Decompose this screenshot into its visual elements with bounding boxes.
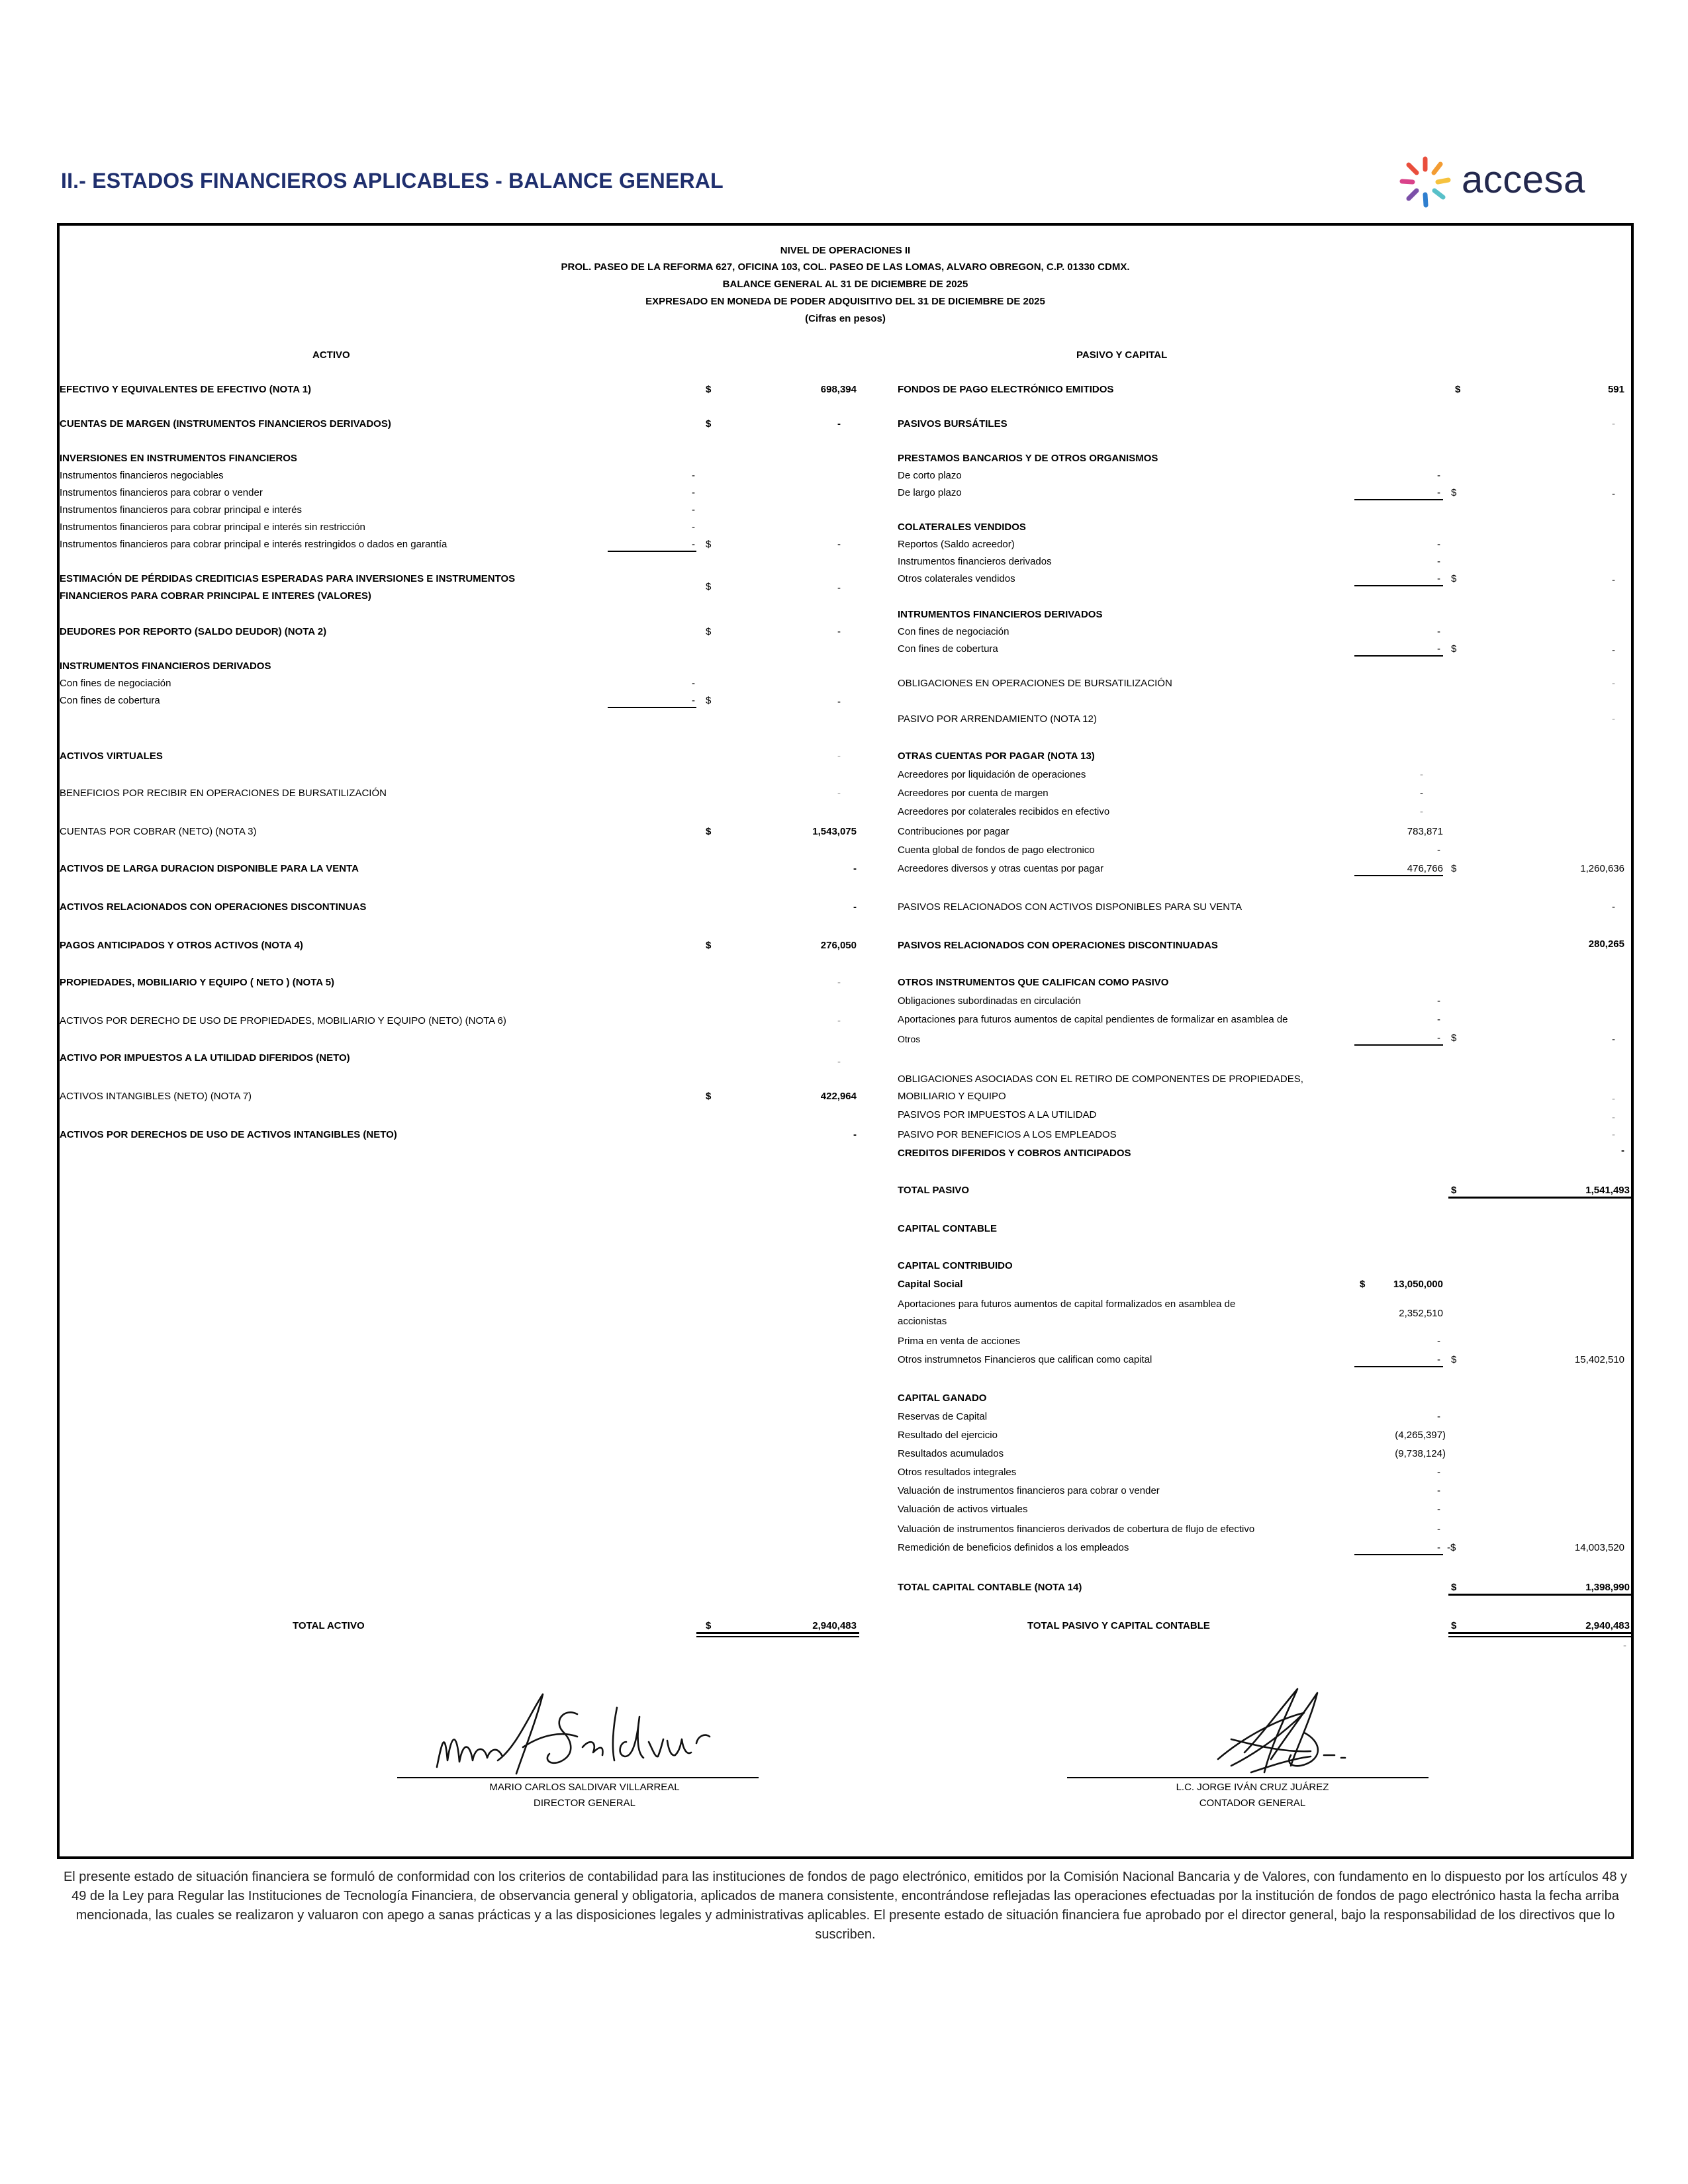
- pasivo-otras-cuentas-item: Acreedores por cuenta de margen: [898, 788, 1049, 799]
- ganado-item: Resultado del ejercicio: [898, 1430, 998, 1441]
- aportaciones-value: 2,352,510: [1399, 1308, 1443, 1319]
- activo-cxc-label: CUENTAS POR COBRAR (NETO) (NOTA 3): [60, 826, 257, 837]
- activo-deudores-value: -: [837, 626, 841, 637]
- pasivo-colaterales-item-value: -: [1437, 539, 1440, 550]
- activo-inversiones-item: Instrumentos financieros para cobrar o vender: [60, 487, 263, 498]
- pasivo-creditos-label: CREDITOS DIFERIDOS Y COBROS ANTICIPADOS: [898, 1148, 1131, 1159]
- activo-inversiones-item: Instrumentos financieros para cobrar principal e interés sin restricción: [60, 522, 365, 533]
- ganado-item: Valuación de activos virtuales: [898, 1504, 1028, 1515]
- logo: [1397, 154, 1615, 213]
- pasivo-oblig-burs-value: -: [1612, 678, 1615, 689]
- capital-contable-label: CAPITAL CONTABLE: [898, 1223, 997, 1234]
- trailing-dash: -: [1623, 1640, 1626, 1651]
- activo-deudores-cur: $: [706, 626, 712, 637]
- activo-virtuales-label: ACTIVOS VIRTUALES: [60, 751, 163, 762]
- pasivo-otras-cuentas-label: OTRAS CUENTAS POR PAGAR (NOTA 13): [898, 751, 1095, 762]
- pasivo-colaterales-total: -: [1612, 574, 1615, 586]
- total-pasivo-capital-label: TOTAL PASIVO Y CAPITAL CONTABLE: [1027, 1620, 1210, 1631]
- header-line-3: BALANCE GENERAL AL 31 DE DICIEMBRE DE 2025: [722, 279, 968, 290]
- pasivo-fondos-value: 591: [1607, 384, 1624, 395]
- capital-contribuido-label: CAPITAL CONTRIBUIDO: [898, 1260, 1013, 1271]
- activo-derechos-intangibles-value: -: [853, 1129, 857, 1140]
- activo-estimacion-value: -: [837, 582, 841, 594]
- total-pasivo-cur: $: [1451, 1185, 1457, 1196]
- pasivo-derivados-label: INTRUMENTOS FINANCIEROS DERIVADOS: [898, 609, 1103, 620]
- pasivo-otros-instr-item-value: -: [1437, 995, 1440, 1007]
- activo-margen-value: -: [837, 418, 841, 430]
- total-capital-cur: $: [1451, 1582, 1457, 1593]
- ganado-item: Reservas de Capital: [898, 1411, 988, 1422]
- total-activo-underline-2: [696, 1636, 859, 1637]
- pasivo-fondos-cur: $: [1455, 384, 1461, 395]
- activo-margen-cur: $: [706, 418, 712, 430]
- pasivo-otras-cuentas-item-value: 783,871: [1407, 826, 1443, 837]
- pasivo-otras-cuentas-item: Acreedores por colaterales recibidos en efectivo: [898, 806, 1110, 817]
- pasivo-beneficios-label: PASIVO POR BENEFICIOS A LOS EMPLEADOS: [898, 1129, 1117, 1140]
- total-pasivo-capital-value: 2,940,483: [1585, 1620, 1630, 1631]
- pasivo-derivados-total: -: [1612, 645, 1615, 656]
- pasivo-bursatiles-value: -: [1612, 418, 1615, 430]
- ganado-item-value: -: [1437, 1542, 1440, 1553]
- pasivo-derivados-item: Con fines de negociación: [898, 626, 1009, 637]
- ganado-item-value: -: [1437, 1504, 1440, 1515]
- header-line-4: EXPRESADO EN MONEDA DE PODER ADQUISITIVO DEL 31 DE DICIEMBRE DE 2025: [645, 296, 1045, 307]
- activo-cxc-value: 1,543,075: [812, 826, 857, 837]
- pasivo-otras-cuentas-item: Cuenta global de fondos de pago electronico: [898, 844, 1095, 856]
- pasivo-otros-instr-item-value: -: [1437, 1014, 1440, 1025]
- activo-margen-label: CUENTAS DE MARGEN (INSTRUMENTOS FINANCIEROS DERIVADOS): [60, 418, 391, 430]
- pasivo-prestamos-item: De largo plazo: [898, 487, 962, 498]
- pasivo-prestamos-total: -: [1612, 488, 1615, 500]
- header-line-2: PROL. PASEO DE LA REFORMA 627, OFICINA 103, COL. PASEO DE LAS LOMAS, ALVARO OBREGON, C.P. 01330 CDMX.: [561, 261, 1130, 273]
- activo-pagos-label: PAGOS ANTICIPADOS Y OTROS ACTIVOS (NOTA 4): [60, 940, 303, 951]
- pasivo-disponibles-value: -: [1612, 901, 1615, 913]
- activo-inversiones-item-value: -: [692, 487, 695, 498]
- ganado-item-value: -: [1437, 1485, 1440, 1496]
- activo-cxc-cur: $: [706, 826, 712, 837]
- aportaciones-label-1: Aportaciones para futuros aumentos de capital formalizados en asamblea de: [898, 1298, 1236, 1310]
- activo-inversiones-item-value: -: [692, 539, 695, 550]
- activo-beneficios-label: BENEFICIOS POR RECIBIR EN OPERACIONES DE BURSATILIZACIÓN: [60, 788, 387, 799]
- activo-derivados-item-value: -: [692, 695, 695, 706]
- activo-propiedades-value: -: [837, 977, 841, 988]
- activo-inversiones-item: Instrumentos financieros para cobrar principal e interés: [60, 504, 303, 516]
- ganado-item-value: -: [1437, 1467, 1440, 1478]
- pasivo-otros-instr-label: OTROS INSTRUMENTOS QUE CALIFICAN COMO PASIVO: [898, 977, 1169, 988]
- activo-virtuales-value: -: [837, 751, 841, 762]
- pasivo-retiro-value: -: [1612, 1093, 1615, 1105]
- total-capital-value: 1,398,990: [1585, 1582, 1630, 1593]
- pasivo-colaterales-item-value: -: [1437, 556, 1440, 567]
- activo-inversiones-label: INVERSIONES EN INSTRUMENTOS FINANCIEROS: [60, 453, 297, 464]
- activo-inversiones-total: -: [837, 539, 841, 550]
- activo-inversiones-cur: $: [706, 539, 712, 550]
- pasivo-disponibles-label: PASIVOS RELACIONADOS CON ACTIVOS DISPONIBLES PARA SU VENTA: [898, 901, 1243, 913]
- contribuido-underline: [1354, 1366, 1443, 1367]
- pasivo-otras-cuentas-item-value: -: [1437, 844, 1440, 856]
- activo-intangibles-label: ACTIVOS INTANGIBLES (NETO) (NOTA 7): [60, 1091, 252, 1102]
- pasivo-beneficios-value: -: [1612, 1129, 1615, 1140]
- activo-estimacion-label-1: ESTIMACIÓN DE PÉRDIDAS CREDITICIAS ESPERADAS PARA INVERSIONES E INSTRUMENTOS: [60, 573, 516, 584]
- total-pasivo-value: 1,541,493: [1585, 1185, 1630, 1196]
- activo-derivados-item: Con fines de negociación: [60, 678, 171, 689]
- activo-discontinuas-label: ACTIVOS RELACIONADOS CON OPERACIONES DISCONTINUAS: [60, 901, 367, 913]
- pasivo-arrendamiento-label: PASIVO POR ARRENDAMIENTO (NOTA 12): [898, 713, 1097, 725]
- activo-efectivo-cur: $: [706, 384, 712, 395]
- pasivo-prestamos-cur: $: [1451, 487, 1457, 498]
- pasivo-prestamos-underline: [1354, 499, 1443, 500]
- pasivo-retiro-label-2: MOBILIARIO Y EQUIPO: [898, 1091, 1006, 1102]
- activo-inversiones-item-value: -: [692, 504, 695, 516]
- total-pasivo-capital-cur: $: [1451, 1620, 1457, 1631]
- activo-inversiones-item-value: -: [692, 470, 695, 481]
- pasivo-colaterales-underline: [1354, 585, 1443, 586]
- pasivo-prestamos-label: PRESTAMOS BANCARIOS Y DE OTROS ORGANISMOS: [898, 453, 1158, 464]
- pasivo-arrendamiento-value: -: [1612, 713, 1615, 725]
- capital-ganado-label: CAPITAL GANADO: [898, 1392, 987, 1404]
- ganado-item-value: (4,265,397): [1395, 1430, 1446, 1441]
- signature-right-role: CONTADOR GENERAL: [1199, 1797, 1306, 1809]
- activo-heading: ACTIVO: [312, 349, 350, 361]
- ganado-total: 14,003,520: [1574, 1542, 1624, 1553]
- pasivo-otras-cuentas-item-value: 476,766: [1407, 863, 1443, 874]
- activo-derivados-item: Con fines de cobertura: [60, 695, 160, 706]
- activo-propiedades-label: PROPIEDADES, MOBILIARIO Y EQUIPO ( NETO ) (NOTA 5): [60, 977, 335, 988]
- ganado-item: Valuación de instrumentos financieros para cobrar o vender: [898, 1485, 1160, 1496]
- capital-social-label: Capital Social: [898, 1279, 963, 1290]
- pasivo-prestamos-item-value: -: [1437, 470, 1440, 481]
- ganado-item: Resultados acumulados: [898, 1448, 1004, 1459]
- signature-left-role: DIRECTOR GENERAL: [534, 1797, 635, 1809]
- pasivo-discontinuadas-label: PASIVOS RELACIONADOS CON OPERACIONES DISCONTINUADAS: [898, 940, 1218, 951]
- total-capital-label: TOTAL CAPITAL CONTABLE (NOTA 14): [898, 1582, 1082, 1593]
- page-title: II.- ESTADOS FINANCIEROS APLICABLES - BALANCE GENERAL: [61, 169, 724, 193]
- logo-text: accesa: [1462, 158, 1585, 201]
- pasivo-colaterales-cur: $: [1451, 573, 1457, 584]
- activo-derivados-item-value: -: [692, 678, 695, 689]
- pasivo-otras-cuentas-item: Acreedores diversos y otras cuentas por pagar: [898, 863, 1103, 874]
- pasivo-heading: PASIVO Y CAPITAL: [1076, 349, 1168, 361]
- total-pasivo-capital-underline-2: [1448, 1636, 1631, 1637]
- capital-social-value: 13,050,000: [1393, 1279, 1443, 1290]
- pasivo-otras-cuentas-underline: [1354, 875, 1443, 876]
- pasivo-discontinuadas-value: 280,265: [1588, 938, 1624, 950]
- activo-intangibles-cur: $: [706, 1091, 712, 1102]
- pasivo-otras-cuentas-cur: $: [1451, 863, 1457, 874]
- contribuido-cur: $: [1451, 1354, 1457, 1365]
- activo-efectivo-value: 698,394: [820, 384, 857, 395]
- pasivo-prestamos-item-value: -: [1437, 487, 1440, 498]
- otros-capital-value: -: [1437, 1354, 1440, 1365]
- ganado-item-value: (9,738,124): [1395, 1448, 1446, 1459]
- capital-social-cur: $: [1360, 1279, 1366, 1290]
- activo-inversiones-item-value: -: [692, 522, 695, 533]
- pasivo-derivados-item-value: -: [1437, 643, 1440, 655]
- activo-derecho-uso-label: ACTIVOS POR DERECHO DE USO DE PROPIEDADES, MOBILIARIO Y EQUIPO (NETO) (NOTA 6): [60, 1015, 506, 1026]
- total-activo-label: TOTAL ACTIVO: [293, 1620, 365, 1631]
- pasivo-otras-cuentas-item: Acreedores por liquidación de operaciones: [898, 769, 1086, 780]
- activo-derivados-total: -: [837, 696, 841, 707]
- activo-beneficios-value: -: [837, 788, 841, 799]
- otros-capital-label: Otros instrumnetos Financieros que califican como capital: [898, 1354, 1152, 1365]
- activo-deudores-label: DEUDORES POR REPORTO (SALDO DEUDOR) (NOTA 2): [60, 626, 327, 637]
- header-line-1: NIVEL DE OPERACIONES II: [780, 245, 911, 256]
- header-line-5: (Cifras en pesos): [805, 313, 886, 324]
- activo-larga-label: ACTIVOS DE LARGA DURACION DISPONIBLE PARA LA VENTA: [60, 863, 359, 874]
- activo-inversiones-item: Instrumentos financieros negociables: [60, 470, 224, 481]
- signature-right-icon: [1205, 1673, 1377, 1786]
- pasivo-bursatiles-label: PASIVOS BURSÁTILES: [898, 418, 1008, 430]
- pasivo-derivados-item: Con fines de cobertura: [898, 643, 998, 655]
- pasivo-otros-instr-item: Otros: [898, 1034, 921, 1044]
- signature-left-name: MARIO CARLOS SALDIVAR VILLARREAL: [489, 1782, 680, 1793]
- activo-estimacion-cur: $: [706, 581, 712, 592]
- pasivo-colaterales-item: Otros colaterales vendidos: [898, 573, 1015, 584]
- pasivo-otras-cuentas-item-value: -: [1420, 769, 1423, 780]
- activo-inversiones-underline: [608, 551, 696, 552]
- total-activo-cur: $: [706, 1620, 712, 1631]
- pasivo-retiro-label-1: OBLIGACIONES ASOCIADAS CON EL RETIRO DE COMPONENTES DE PROPIEDADES,: [898, 1073, 1303, 1085]
- pasivo-prestamos-item: De corto plazo: [898, 470, 962, 481]
- ganado-item-value: -: [1437, 1524, 1440, 1535]
- ganado-cur: -$: [1447, 1542, 1456, 1553]
- activo-pagos-cur: $: [706, 940, 712, 951]
- total-pasivo-capital-underline: [1448, 1632, 1631, 1634]
- pasivo-fondos-label: FONDOS DE PAGO ELECTRÓNICO EMITIDOS: [898, 384, 1114, 395]
- signature-right-line: [1067, 1777, 1429, 1778]
- activo-intangibles-value: 422,964: [820, 1091, 857, 1102]
- pasivo-otras-cuentas-total: 1,260,636: [1580, 863, 1624, 874]
- pasivo-otros-instr-underline: [1354, 1044, 1443, 1046]
- activo-impuestos-label: ACTIVO POR IMPUESTOS A LA UTILIDAD DIFERIDOS (NETO): [60, 1052, 350, 1064]
- pasivo-derivados-item-value: -: [1437, 626, 1440, 637]
- pasivo-impuestos-label: PASIVOS POR IMPUESTOS A LA UTILIDAD: [898, 1109, 1097, 1120]
- activo-derivados-cur: $: [706, 695, 712, 706]
- pasivo-otros-instr-total: -: [1612, 1034, 1615, 1045]
- pasivo-colaterales-item: Instrumentos financieros derivados: [898, 556, 1052, 567]
- pasivo-creditos-value: -: [1621, 1145, 1624, 1156]
- activo-inversiones-item: Instrumentos financieros para cobrar principal e interés restringidos o dados en garantía: [60, 539, 447, 550]
- activo-discontinuas-value: -: [853, 901, 857, 913]
- pasivo-otros-instr-item-value: -: [1437, 1032, 1440, 1044]
- pasivo-impuestos-value: -: [1612, 1112, 1615, 1123]
- pasivo-otros-instr-item: Obligaciones subordinadas en circulación: [898, 995, 1081, 1007]
- signature-right-name: L.C. JORGE IVÁN CRUZ JUÁREZ: [1176, 1782, 1329, 1793]
- pasivo-otras-cuentas-item-value: -: [1420, 788, 1423, 799]
- activo-impuestos-value: -: [837, 1056, 841, 1068]
- activo-efectivo-label: EFECTIVO Y EQUIVALENTES DE EFECTIVO (NOTA 1): [60, 384, 312, 395]
- pasivo-colaterales-item-value: -: [1437, 573, 1440, 584]
- pasivo-otros-instr-item: Aportaciones para futuros aumentos de capital pendientes de formalizar en asamblea de: [898, 1014, 1288, 1025]
- prima-value: -: [1437, 1336, 1440, 1347]
- ganado-item: Valuación de instrumentos financieros derivados de cobertura de flujo de efectivo: [898, 1524, 1255, 1535]
- pasivo-colaterales-label: COLATERALES VENDIDOS: [898, 522, 1026, 533]
- signature-left-icon: [424, 1668, 715, 1787]
- total-activo-value: 2,940,483: [812, 1620, 857, 1631]
- pasivo-otros-instr-cur: $: [1451, 1032, 1457, 1044]
- prima-label: Prima en venta de acciones: [898, 1336, 1021, 1347]
- ganado-item-value: -: [1437, 1411, 1440, 1422]
- ganado-item: Remedición de beneficios definidos a los empleados: [898, 1542, 1129, 1553]
- pasivo-derivados-underline: [1354, 655, 1443, 657]
- activo-larga-value: -: [853, 863, 857, 874]
- pasivo-otras-cuentas-item-value: -: [1420, 806, 1423, 817]
- activo-estimacion-label-2: FINANCIEROS PARA COBRAR PRINCIPAL E INTERES (VALORES): [60, 590, 371, 602]
- aportaciones-label-2: accionistas: [898, 1316, 947, 1327]
- footer-note: El presente estado de situación financiera se formuló de conformidad con los criterios de contabilidad para las instituciones de fondos de pago electrónico, emitidos por la Comisión Nacional Bancaria y de Valores, con fundamento en lo dispuesto por los artículos 48 y 49 de la Ley para Regular las Instituciones de Tecnología Financiera, de observancia general y obligatoria, aplicados de manera consistente, encontrándose reflejadas las operaciones efectuadas por la institución de fondos de pago electrónico hasta la fecha arriba mencionada, las cuales se realizaron y valuaron con apego a sanas prácticas y a las disposiciones legales y administrativas aplicables. El presente estado de situación financiera fue aprobado por el director general, bajo la responsabilidad de los directivos que lo suscriben.: [63, 1870, 1628, 1942]
- activo-pagos-value: 276,050: [820, 940, 857, 951]
- activo-derecho-uso-value: -: [837, 1015, 841, 1026]
- logo-icon: [1397, 154, 1454, 210]
- activo-derechos-intangibles-label: ACTIVOS POR DERECHOS DE USO DE ACTIVOS INTANGIBLES (NETO): [60, 1129, 397, 1140]
- pasivo-colaterales-item: Reportos (Saldo acreedor): [898, 539, 1015, 550]
- total-pasivo-label: TOTAL PASIVO: [898, 1185, 970, 1196]
- total-pasivo-underline: [1448, 1197, 1631, 1199]
- total-capital-underline: [1448, 1594, 1631, 1596]
- signature-left-line: [397, 1777, 759, 1778]
- activo-derivados-label: INSTRUMENTOS FINANCIEROS DERIVADOS: [60, 660, 271, 672]
- ganado-underline: [1354, 1554, 1443, 1555]
- pasivo-derivados-cur: $: [1451, 643, 1457, 655]
- activo-derivados-underline: [608, 707, 696, 708]
- pasivo-oblig-burs-label: OBLIGACIONES EN OPERACIONES DE BURSATILIZACIÓN: [898, 678, 1172, 689]
- total-activo-underline: [696, 1632, 859, 1634]
- ganado-item: Otros resultados integrales: [898, 1467, 1017, 1478]
- pasivo-otras-cuentas-item: Contribuciones por pagar: [898, 826, 1009, 837]
- contribuido-total: 15,402,510: [1574, 1354, 1624, 1365]
